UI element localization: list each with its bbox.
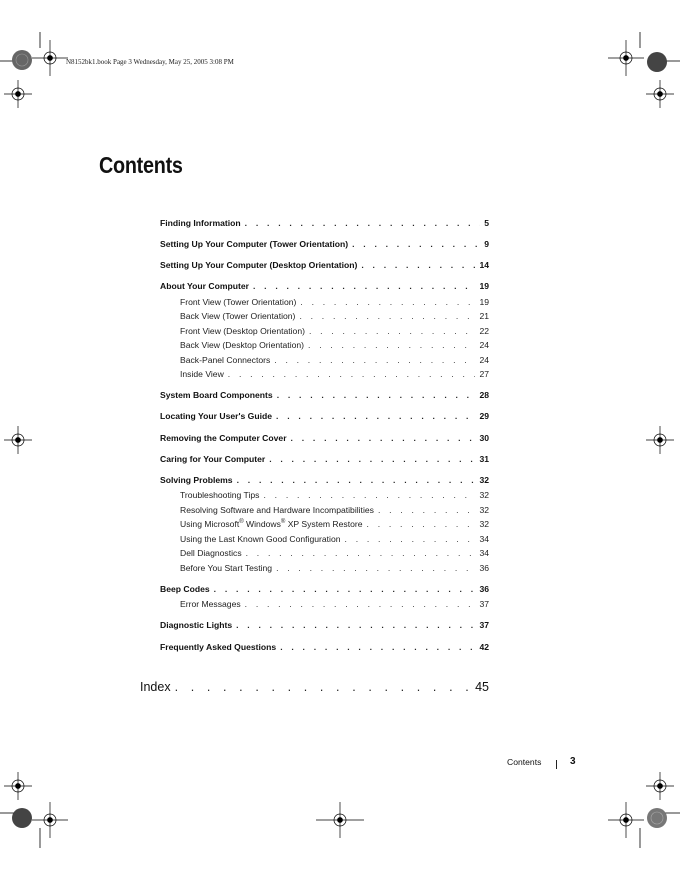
toc-leader [308, 338, 475, 352]
toc-label: Resolving Software and Hardware Incompatibilities [180, 505, 374, 515]
toc-entry-front-view-desktop[interactable] [180, 324, 489, 338]
toc-page-number: 32 [479, 475, 489, 485]
toc-page-number: 19 [479, 297, 489, 307]
toc-label: Front View (Tower Orientation) [180, 297, 297, 307]
toc-entry-dell-diagnostics[interactable] [180, 546, 489, 560]
toc-label: Frequently Asked Questions [160, 642, 277, 652]
toc-leader [280, 640, 475, 654]
toc-label: Error Messages [180, 599, 241, 609]
toc-label: Diagnostic Lights [160, 620, 233, 630]
toc-page-number: 31 [479, 454, 489, 464]
toc-page-number: 27 [479, 369, 489, 379]
toc-entry-caring-for-computer[interactable] [160, 452, 489, 466]
toc-entry-finding-information[interactable] [160, 216, 489, 230]
toc-entry-back-panel-connectors[interactable] [180, 353, 489, 367]
toc-page-number: 29 [479, 411, 489, 421]
toc-label: About Your Computer [160, 281, 249, 291]
toc-label: Using Microsoft® Windows® XP System Restore [180, 519, 363, 529]
toc-page-number: 42 [479, 642, 489, 652]
toc-leader [269, 452, 475, 466]
toc-leader [236, 618, 475, 632]
toc-leader [299, 309, 475, 323]
toc-page-number: 36 [479, 563, 489, 573]
toc-page-number: 22 [479, 326, 489, 336]
toc-entry-last-known-good-config[interactable] [180, 532, 489, 546]
toc-leader [228, 367, 476, 381]
toc-page-number: 45 [475, 680, 489, 694]
toc-page-number: 34 [479, 548, 489, 558]
toc-leader [367, 517, 476, 531]
toc-label: Index [140, 680, 171, 694]
toc-leader [276, 409, 475, 423]
footer-divider [556, 760, 557, 769]
toc-entry-index[interactable] [140, 678, 489, 696]
toc-page-number: 9 [484, 239, 489, 249]
toc-label: Setting Up Your Computer (Tower Orientation) [160, 239, 349, 249]
toc-leader [361, 258, 475, 272]
toc-page-number: 21 [479, 311, 489, 321]
toc-page-number: 19 [479, 281, 489, 291]
toc-leader [352, 237, 480, 251]
toc-entry-about-your-computer[interactable] [160, 279, 489, 293]
page-title: Contents [99, 152, 183, 178]
toc-leader [291, 431, 476, 445]
toc-leader [175, 678, 472, 696]
toc-entry-before-you-start-testing[interactable] [180, 561, 489, 575]
toc-entry-system-board-components[interactable] [160, 388, 489, 402]
toc-label: Finding Information [160, 218, 241, 228]
toc-entry-front-view-tower[interactable] [180, 295, 489, 309]
toc-label: Beep Codes [160, 584, 210, 594]
toc-leader [276, 561, 475, 575]
toc-entry-system-restore[interactable] [180, 517, 489, 531]
toc-page-number: 32 [479, 505, 489, 515]
toc-entry-error-messages[interactable] [180, 597, 489, 611]
registered-mark: ® [239, 519, 244, 526]
toc-entry-setup-desktop[interactable] [160, 258, 489, 272]
toc-leader [253, 279, 475, 293]
toc-page-number: 14 [479, 260, 489, 270]
toc-label: Solving Problems [160, 475, 233, 485]
toc-page-number: 36 [479, 584, 489, 594]
toc-page-number: 30 [479, 433, 489, 443]
toc-page-number: 37 [479, 599, 489, 609]
footer-page-number: 3 [570, 756, 576, 767]
toc-label: Inside View [180, 369, 224, 379]
toc-entry-back-view-tower[interactable] [180, 309, 489, 323]
toc-page-number: 32 [479, 490, 489, 500]
toc-label: Back View (Tower Orientation) [180, 311, 296, 321]
toc-page-number: 28 [479, 390, 489, 400]
toc-entry-setup-tower[interactable] [160, 237, 489, 251]
toc-label: Before You Start Testing [180, 563, 273, 573]
toc-leader [246, 546, 476, 560]
toc-leader [237, 473, 476, 487]
toc-label: Setting Up Your Computer (Desktop Orientation) [160, 260, 358, 270]
toc-entry-inside-view[interactable] [180, 367, 489, 381]
toc-leader [378, 503, 476, 517]
toc-page-number: 24 [479, 340, 489, 350]
toc-page-number: 37 [479, 620, 489, 630]
toc-leader [274, 353, 475, 367]
toc-label: Using the Last Known Good Configuration [180, 534, 341, 544]
toc-entry-faq[interactable] [160, 640, 489, 654]
toc-leader [345, 532, 476, 546]
toc-page-number: 32 [479, 519, 489, 529]
toc-label: Troubleshooting Tips [180, 490, 260, 500]
toc-page-number: 24 [479, 355, 489, 365]
toc-leader [309, 324, 475, 338]
toc-leader [245, 597, 476, 611]
toc-label: Locating Your User's Guide [160, 411, 273, 421]
toc-label: Front View (Desktop Orientation) [180, 326, 305, 336]
toc-label: System Board Components [160, 390, 273, 400]
toc-entry-locating-users-guide[interactable] [160, 409, 489, 423]
toc-entry-back-view-desktop[interactable] [180, 338, 489, 352]
toc-page-number: 5 [484, 218, 489, 228]
footer-section-label: Contents [507, 757, 542, 767]
toc-entry-solving-problems[interactable] [160, 473, 489, 487]
toc-leader [263, 488, 475, 502]
toc-label: Removing the Computer Cover [160, 433, 287, 443]
toc-leader [277, 388, 476, 402]
toc-label: Back-Panel Connectors [180, 355, 271, 365]
toc-leader [300, 295, 475, 309]
toc-entry-removing-cover[interactable] [160, 431, 489, 445]
toc-entry-troubleshooting-tips[interactable] [180, 488, 489, 502]
toc-leader [214, 582, 476, 596]
toc-page-number: 34 [479, 534, 489, 544]
toc-label: Back View (Desktop Orientation) [180, 340, 305, 350]
toc-entry-resolving-incompatibilities[interactable] [180, 503, 489, 517]
print-slug: N8152bk1.book Page 3 Wednesday, May 25, 2005 3:08 PM [66, 58, 234, 66]
registered-mark: ® [280, 519, 286, 526]
toc-entry-beep-codes[interactable] [160, 582, 489, 596]
toc-label: Dell Diagnostics [180, 548, 242, 558]
toc-label: Caring for Your Computer [160, 454, 266, 464]
toc-entry-diagnostic-lights[interactable] [160, 618, 489, 632]
toc-leader [245, 216, 481, 230]
